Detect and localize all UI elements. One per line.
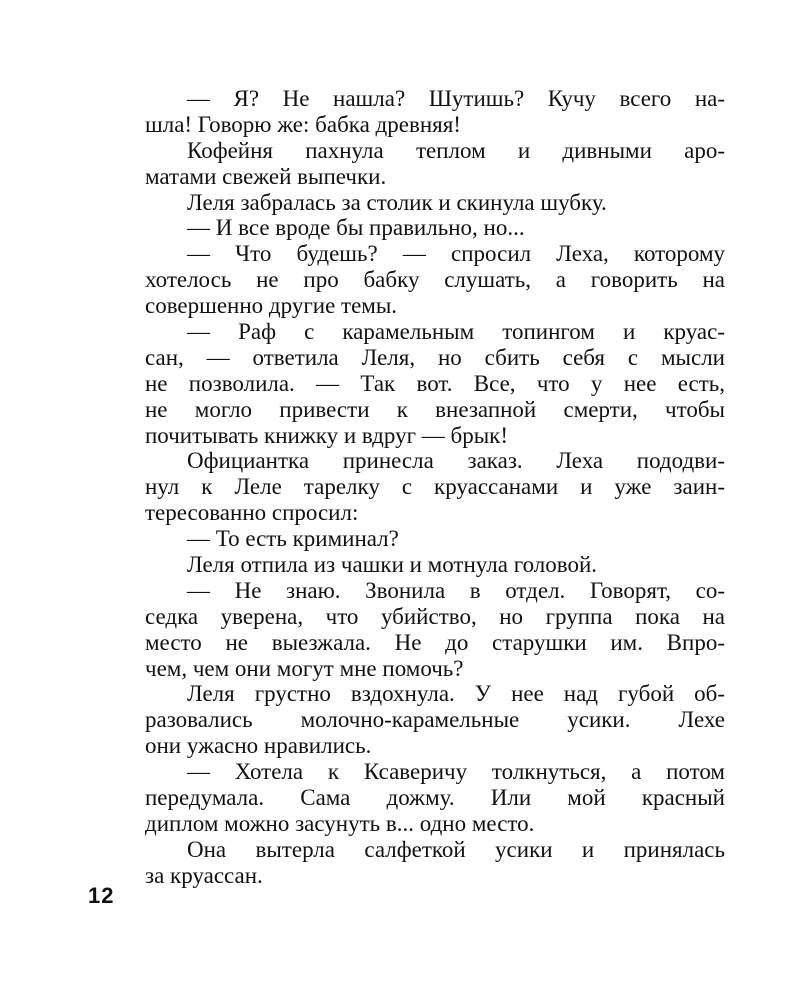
text-line: матами свежей выпечки. <box>145 163 387 189</box>
text-line: Официантка принесла заказ. Леха пододви- <box>187 448 725 474</box>
text-line: не могло привести к внезапной смерти, чтобы <box>145 396 725 422</box>
text-line: седка уверена, что убийство, но группа пока на <box>145 603 725 629</box>
body-text <box>145 86 725 889</box>
text-line: Леля отпила из чашки и мотнула головой. <box>187 552 598 578</box>
text-line: место не выезжала. Не до старушки им. Впро- <box>145 629 725 655</box>
text-line: почитывать книжку и вдруг — брык! <box>145 422 509 448</box>
text-line: они ужасно нравились. <box>145 733 372 759</box>
text-line: — Не знаю. Звонила в отдел. Говорят, со- <box>187 577 725 603</box>
text-line: разовались молочно-карамельные усики. Лехе <box>145 707 725 733</box>
text-line: — И все вроде бы правильно, но... <box>187 215 525 241</box>
text-line: — То есть криминал? <box>187 526 399 552</box>
text-line: шла! Говорю же: бабка древняя! <box>145 111 461 137</box>
text-line: — Что будешь? — спросил Леха, которому <box>187 241 725 267</box>
text-line: Леля грустно вздохнула. У нее над губой об- <box>187 681 725 707</box>
text-line: чем, чем они могут мне помочь? <box>145 655 464 681</box>
text-line: Она вытерла салфеткой усики и принялась <box>187 836 725 862</box>
text-line: — Раф с карамельным топингом и круас- <box>187 319 725 345</box>
text-line: тересованно спросил: <box>145 500 359 526</box>
text-line: сан, — ответила Леля, но сбить себя с мысли <box>145 344 725 370</box>
text-line: не позволила. — Так вот. Все, что у нее есть, <box>145 370 725 396</box>
page-number: 12 <box>88 883 115 908</box>
text-line: совершенно другие темы. <box>145 293 398 319</box>
text-line: диплом можно засунуть в... одно место. <box>145 810 535 836</box>
text-line: нул к Леле тарелку с круассанами и уже заин- <box>145 474 725 500</box>
text-line: за круассан. <box>145 862 263 888</box>
text-line: — Хотела к Ксаверичу толкнуться, а потом <box>187 759 725 785</box>
text-line: хотелось не про бабку слушать, а говорить на <box>145 267 725 293</box>
text-line: — Я? Не нашла? Шутишь? Кучу всего на- <box>187 86 725 111</box>
text-line: Кофейня пахнула теплом и дивными аро- <box>187 137 725 163</box>
text-line: Леля забралась за столик и скинула шубку. <box>187 189 607 215</box>
text-line: передумала. Сама дожму. Или мой красный <box>145 785 725 811</box>
